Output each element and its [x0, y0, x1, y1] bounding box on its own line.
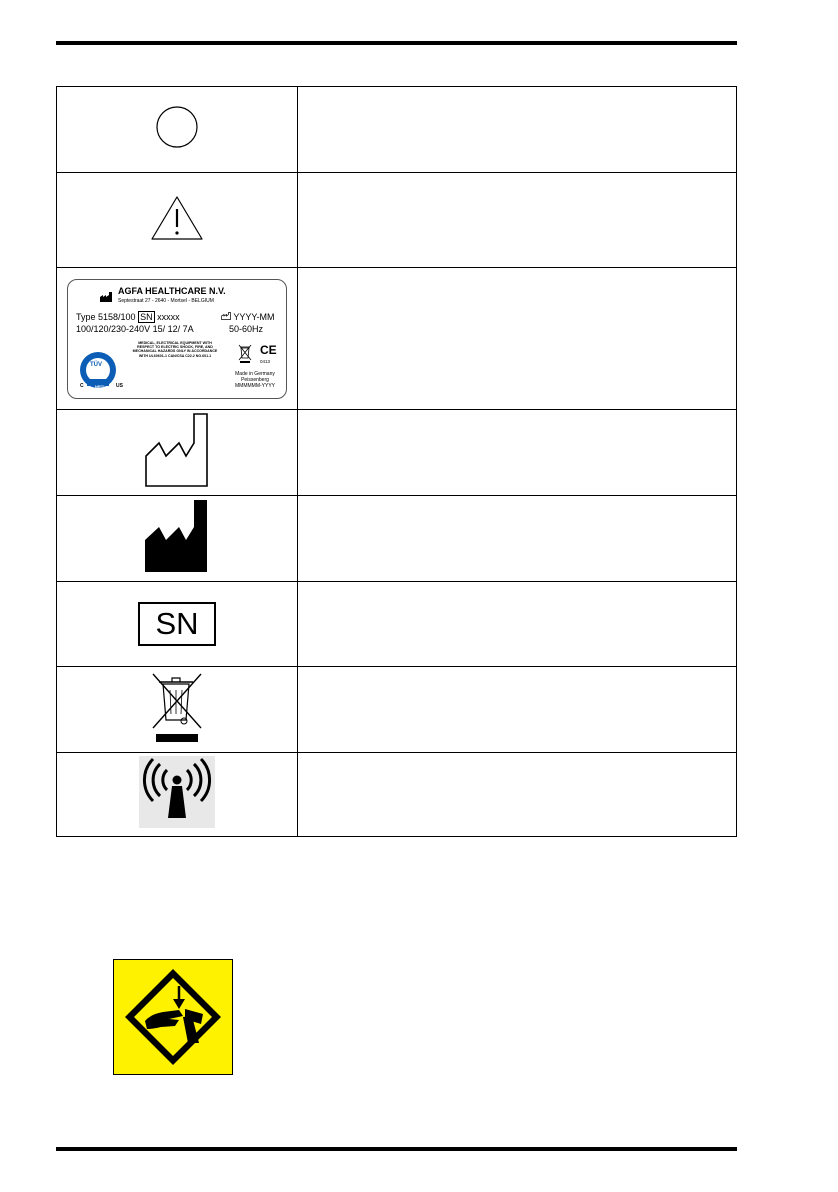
label-compliance-text: MEDICAL, ELECTRICAL EQUIPMENT WITH RESPECT TO ELECTRIC SHOCK, FIRE, AND MECHANICAL HAZARDS ONLY IN ACCORDANCE WITH UL60601-1 CAN/CSA C22.2 NO.601.1 [132, 340, 218, 358]
footer-rule [56, 1147, 737, 1151]
label-sn-value: xxxxx [157, 311, 180, 322]
label-cert-nrtl: NRTL [95, 383, 106, 389]
symbol-cell [57, 753, 298, 837]
label-cert-c: C [80, 382, 84, 389]
table-row [57, 582, 737, 667]
label-place: Peissenberg [241, 376, 269, 383]
description-cell [298, 582, 737, 667]
symbol-cell [57, 410, 298, 496]
factory-filled-icon [100, 292, 112, 302]
factory-outline-icon [144, 412, 210, 488]
table-row [57, 410, 737, 496]
table-row [57, 268, 737, 410]
description-cell [298, 268, 737, 410]
table-row [57, 87, 737, 173]
label-made-in-block [224, 371, 286, 389]
symbol-cell [57, 496, 298, 582]
label-type: Type 5158/100 [76, 311, 136, 322]
radiation-icon [139, 756, 215, 828]
table-row [57, 496, 737, 582]
description-cell [298, 753, 737, 837]
symbol-cell [57, 173, 298, 268]
label-date: YYYY-MM [233, 311, 275, 322]
label-mfg-date: MMMMMM-YYYY [235, 382, 275, 389]
label-notified-body: 0413 [260, 358, 271, 364]
label-cert-mark: TÜV [90, 361, 102, 368]
description-cell [298, 410, 737, 496]
factory-filled-icon [145, 500, 209, 572]
table-row [57, 667, 737, 753]
symbols-table [56, 86, 737, 837]
description-cell [298, 173, 737, 268]
hand-crush-warning-icon [113, 959, 233, 1075]
description-cell [298, 87, 737, 173]
label-frequency: 50-60Hz [229, 323, 264, 334]
crossed-bin-icon [145, 670, 209, 744]
product-label-image [67, 279, 287, 399]
sn-box-icon: SN [138, 602, 216, 646]
hand-crush-warning-sign [113, 959, 233, 1080]
symbol-cell [57, 268, 298, 410]
label-sn-symbol: SN [140, 311, 153, 322]
description-cell [298, 667, 737, 753]
warning-triangle-icon [150, 194, 204, 242]
label-type-line [76, 312, 180, 322]
symbol-cell [57, 87, 298, 173]
symbol-cell [57, 582, 298, 667]
crossed-bin-icon [238, 344, 252, 364]
factory-outline-icon [221, 312, 231, 320]
label-ce-mark: CE [260, 342, 277, 357]
circle-icon [155, 105, 199, 149]
label-address: Septestraat 27 - 2640 - Mortsel - BELGIUM [118, 297, 214, 304]
table-row [57, 173, 737, 268]
label-date-group [221, 312, 275, 322]
table-row [57, 753, 737, 837]
label-company: AGFA HEALTHCARE N.V. [118, 285, 226, 296]
symbol-cell [57, 667, 298, 753]
description-cell [298, 496, 737, 582]
label-cert-us: US [116, 382, 123, 389]
label-made-in: Made in Germany [235, 370, 275, 377]
label-electrical: 100/120/230-240V 15/ 12/ 7A [76, 323, 194, 334]
header-rule [56, 41, 737, 45]
